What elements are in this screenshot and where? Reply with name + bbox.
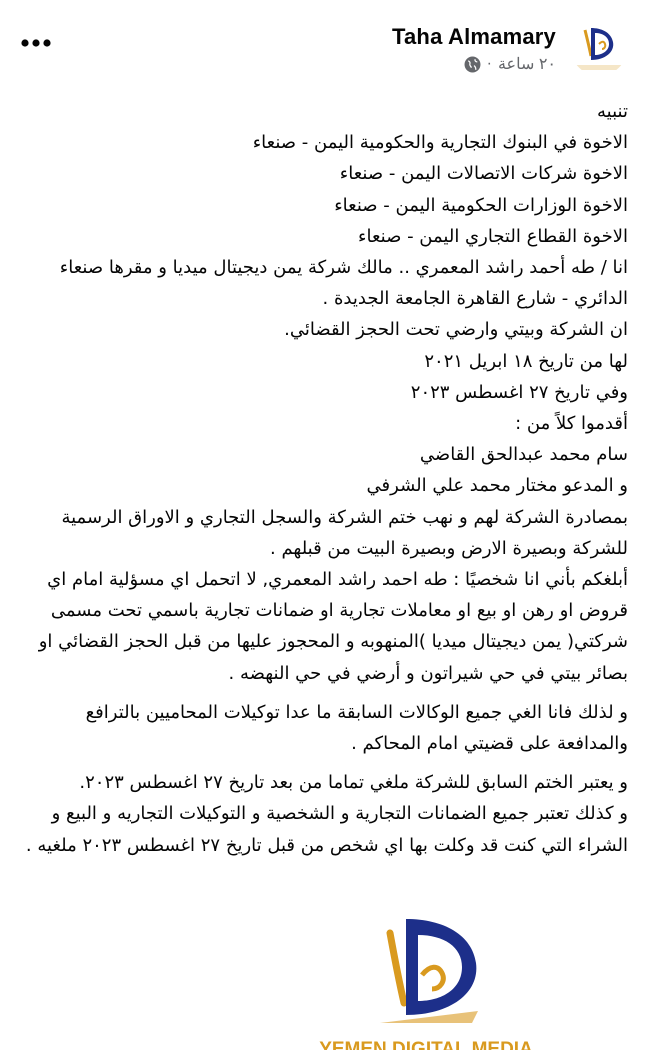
avatar[interactable] — [571, 20, 627, 76]
more-icon — [18, 30, 54, 56]
post-paragraph: تنبيه الاخوة في البنوك التجارية والحكومية اليمن - صنعاء الاخوة شركات الاتصالات اليمن - صنعاء الاخوة الوزارات الحكومية اليمن - صنعاء الاخوة القطاع التجاري اليمن - صنعاء انا / طه أحمد راشد المعمري .. مالك شركة يمن ديجيتال ميديا و مقرها صنعاء الدائري - شارع القاهرة الجامعة الجديدة . ان الشركة وبيتي وارضي تحت الحجز القضائي. لها من تاريخ ١٨ ابريل ٢٠٢١ وفي تاريخ ٢٧ اغسطس ٢٠٢٣ أقدموا كلاً من : سام محمد عبدالحق القاضي و المدعو مختار محمد علي الشرفي بمصادرة الشركة لهم و نهب ختم الشركة والسجل التجاري و الاوراق الرسمية للشركة وبصيرة الارض وبصيرة البيت من قبلهم . أبلغكم بأني انا شخصيًا : طه احمد راشد المعمري, لا اتحمل اي مسؤلية امام اي قروض او رهن او بيع او معاملات تجارية او ضمانات تجارية باسمي تحت مسمى شركتي( يمن ديجيتال ميديا )المنهوبه و المحجوز عليها من قبل الحجز القضائي او بصائر بيتي في حي شيراتون و أرضي في حي النهضه . — [38, 101, 628, 684]
more-options-button[interactable] — [18, 30, 54, 56]
post-text — [18, 96, 628, 869]
company-logo — [318, 905, 534, 1050]
company-logo-avatar — [571, 20, 627, 76]
post-paragraph: و لذلك فانا الغي جميع الوكالات السابقة ما عدا توكيلات المحاميين بالترافع والمدافعة على قضيتي امام المحاكم . — [85, 701, 628, 755]
globe-icon[interactable] — [464, 56, 481, 73]
post-paragraph: و يعتبر الختم السابق للشركة ملغي تماما من بعد تاريخ ٢٧ اغسطس ٢٠٢٣. و كذلك تعتبر جميع الضمانات التجارية و الشخصية و التوكيلات التجاريه و البيع و الشراء التي كنت قد وكلت بها اي شخص من قبل تاريخ ٢٧ اغسطس ٢٠٢٣ ملغيه . — [25, 772, 628, 856]
logo-text: YEMEN DIGITAL MEDIA — [319, 1039, 533, 1050]
post-header — [0, 0, 650, 90]
post-meta — [464, 54, 556, 74]
post-time[interactable]: ٢٠ ساعة — [497, 56, 556, 73]
author-name[interactable]: Taha Almamary — [391, 24, 556, 49]
meta-separator: · — [486, 55, 492, 72]
